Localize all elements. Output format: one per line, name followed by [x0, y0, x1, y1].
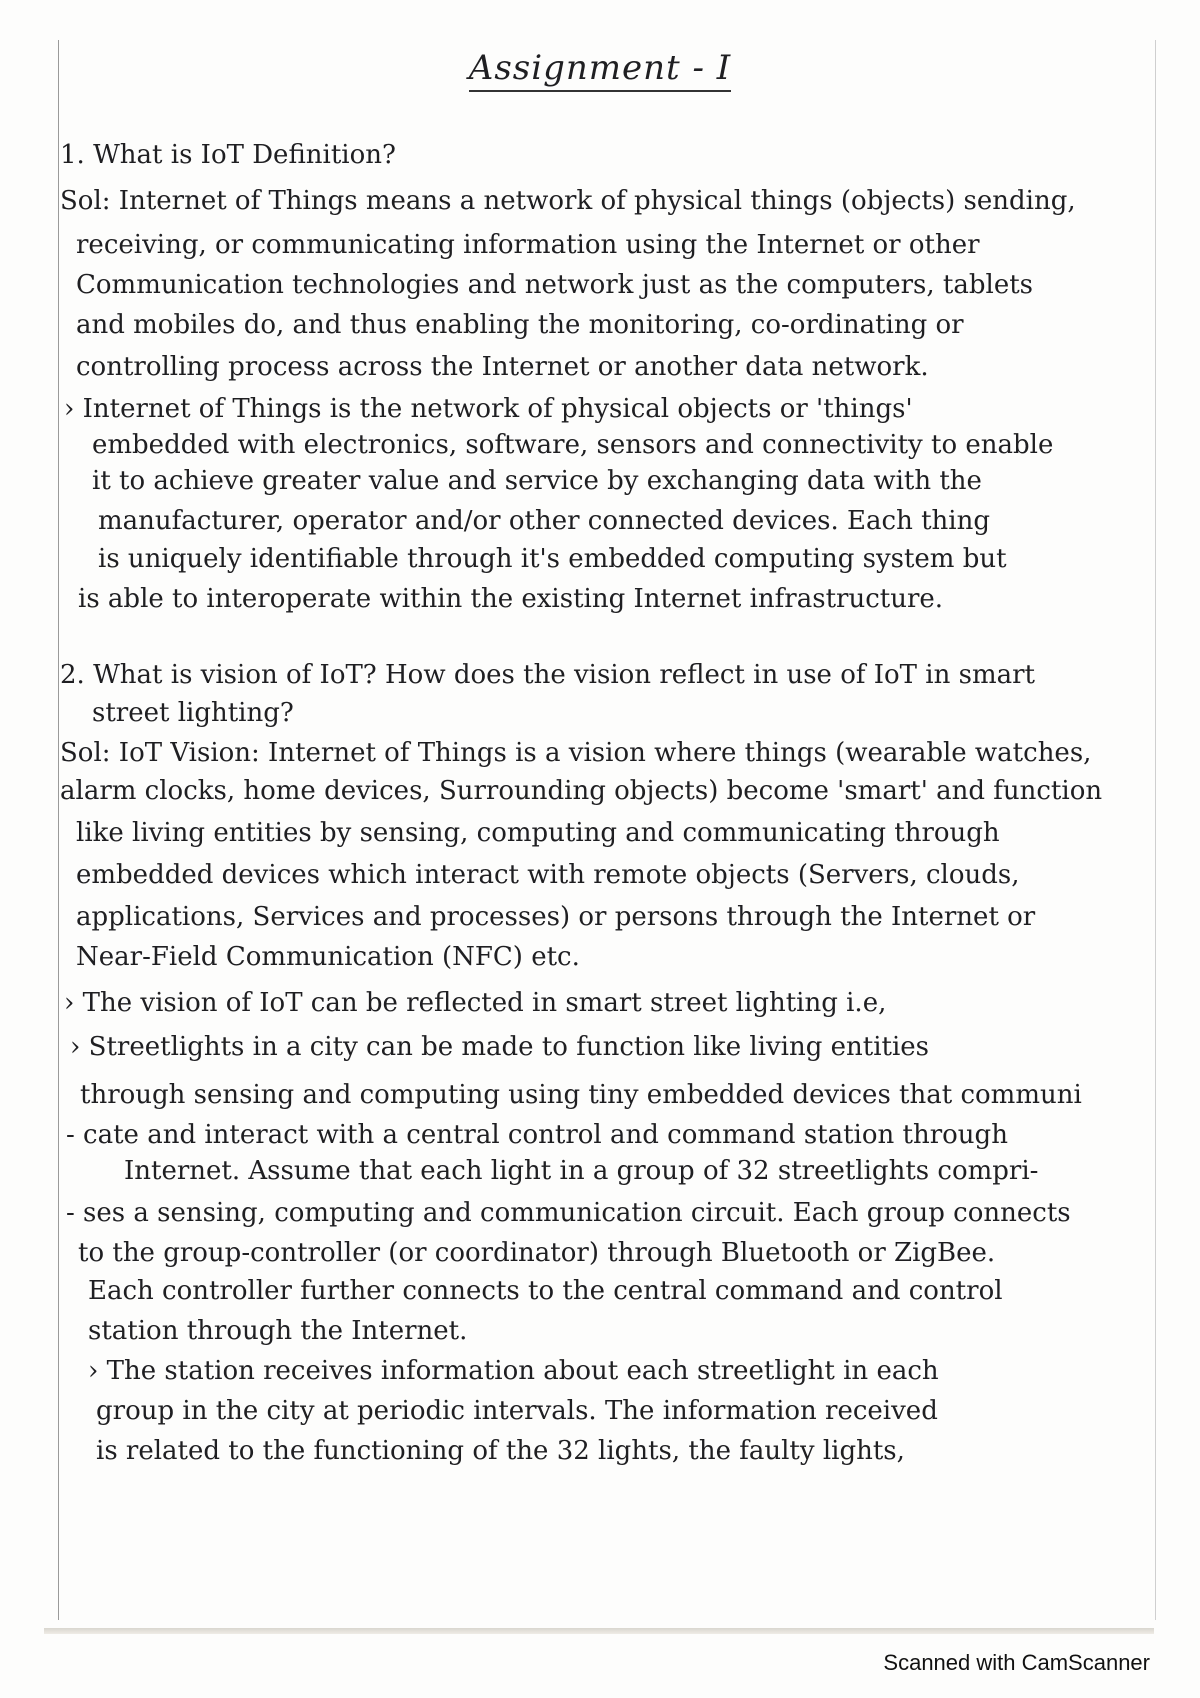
scanner-watermark: Scanned with CamScanner [883, 1650, 1150, 1675]
answer-line: applications, Services and processes) or persons through the Internet or [76, 902, 1036, 932]
margin-line [58, 40, 59, 1620]
answer-line: through sensing and computing using tiny embedded devices that communi [80, 1080, 1082, 1110]
bullet-point: › Streetlights in a city can be made to function like living entities [70, 1032, 930, 1062]
page-title-wrap [0, 48, 1200, 88]
answer-line: is uniquely identifiable through it's embedded computing system but [98, 544, 1007, 574]
answer-line: Internet. Assume that each light in a group of 32 streetlights compri- [124, 1156, 1039, 1186]
answer-line: Sol: Internet of Things means a network of physical things (objects) sending, [60, 186, 1076, 216]
bullet-point: › The station receives information about each streetlight in each [88, 1356, 939, 1386]
answer-line: receiving, or communicating information using the Internet or other [76, 230, 980, 260]
page-bottom-edge [44, 1628, 1154, 1634]
question-2: 2. What is vision of IoT? How does the vision reflect in use of IoT in smart [60, 660, 1035, 690]
answer-line: controlling process across the Internet or another data network. [76, 352, 929, 382]
page-edge [1155, 40, 1156, 1620]
answer-line: Sol: IoT Vision: Internet of Things is a vision where things (wearable watches, [60, 738, 1092, 768]
answer-line: embedded devices which interact with remote objects (Servers, clouds, [76, 860, 1020, 890]
bullet-point: › The vision of IoT can be reflected in smart street lighting i.e, [64, 988, 887, 1018]
question-1: 1. What is IoT Definition? [60, 140, 396, 170]
answer-line: group in the city at periodic intervals. The information received [96, 1396, 938, 1426]
answer-line: like living entities by sensing, computing and communicating through [76, 818, 1000, 848]
answer-line: Each controller further connects to the central command and control [88, 1276, 1003, 1306]
bullet-point: › Internet of Things is the network of physical objects or 'things' [64, 394, 913, 424]
answer-line: to the group-controller (or coordinator) through Bluetooth or ZigBee. [78, 1238, 996, 1268]
answer-line: Communication technologies and network just as the computers, tablets [76, 270, 1033, 300]
answer-line: is related to the functioning of the 32 lights, the faulty lights, [96, 1436, 905, 1466]
answer-line: and mobiles do, and thus enabling the monitoring, co-ordinating or [76, 310, 964, 340]
answer-line: is able to interoperate within the existing Internet infrastructure. [78, 584, 944, 614]
answer-line: station through the Internet. [88, 1316, 468, 1346]
answer-line: manufacturer, operator and/or other connected devices. Each thing [98, 506, 990, 536]
answer-line: embedded with electronics, software, sensors and connectivity to enable [92, 430, 1054, 460]
page-title: Assignment - I [469, 48, 731, 92]
answer-line: alarm clocks, home devices, Surrounding objects) become 'smart' and function [60, 776, 1103, 806]
answer-line: Near-Field Communication (NFC) etc. [76, 942, 580, 972]
answer-line: it to achieve greater value and service by exchanging data with the [92, 466, 982, 496]
answer-line: - cate and interact with a central control and command station through [66, 1120, 1008, 1150]
answer-line: - ses a sensing, computing and communication circuit. Each group connects [66, 1198, 1071, 1228]
question-2-continued: street lighting? [92, 698, 294, 728]
